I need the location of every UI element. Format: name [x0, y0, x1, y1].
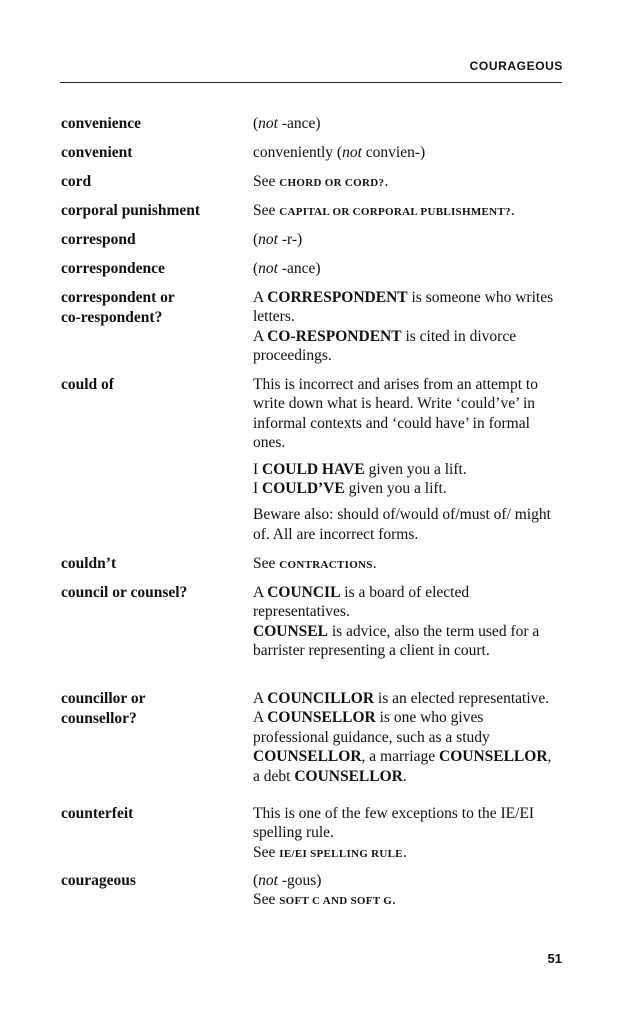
entry-term: counterfeit [61, 805, 134, 822]
entry-definition: This is incorrect and arises from an attempt to write down what is heard. Write ‘could’ve’ in informal contexts and ‘could have’ in formal ones. I COULD HAVE given you a lift. I COULD’VE given you a lift. Beware also: should of/would of/must of/ might of. All are incorrect forms. [253, 376, 551, 543]
entry-definition: (not -r-) [253, 231, 303, 248]
entry-term: corporal punishment [61, 202, 201, 219]
entry-term: courageous [61, 872, 136, 889]
entry-definition: See CAPITAL OR CORPORAL PUBLISHMENT?. [253, 202, 515, 219]
entry-term: correspondent or co-respondent? [61, 289, 175, 326]
entry-definition: (not -gous) See SOFT C AND SOFT G. [253, 872, 397, 909]
entry-term: correspondence [61, 260, 165, 277]
running-head: COURAGEOUS [469, 59, 563, 73]
entry-term: council or counsel? [61, 584, 188, 601]
entry-definition: A CORRESPONDENT is someone who writes letters. A CO-RESPONDENT is cited in divorce proceedings. [253, 289, 554, 365]
entry-definition: (not -ance) [253, 115, 321, 132]
entry-term: convenient [61, 144, 133, 161]
entry-definition: (not -ance) [253, 260, 321, 277]
cross-reference: SOFT C AND SOFT G [279, 895, 393, 908]
entry-definition: This is one of the few exceptions to the IE/EI spelling rule. See IE/EI SPELLING RULE. [253, 805, 535, 861]
entry-term: correspond [61, 231, 136, 248]
entry-term: couldn’t [61, 555, 117, 572]
cross-reference: CAPITAL OR CORPORAL PUBLISHMENT? [279, 206, 511, 218]
page-number: 51 [547, 951, 562, 966]
cross-reference: IE/EI SPELLING RULE [279, 847, 403, 860]
entry-definition: See CONTRACTIONS. [253, 555, 377, 572]
entry-term: cord [61, 173, 92, 190]
entry-definition: conveniently (not convien-) [253, 144, 426, 161]
cross-reference: CHORD OR CORD? [279, 177, 385, 189]
header-rule [60, 82, 562, 83]
entry-term: convenience [61, 115, 142, 132]
entry-definition: See CHORD OR CORD?. [253, 173, 389, 190]
entry-term: could of [61, 376, 114, 393]
entry-definition: A COUNCILLOR is an elected representative. A COUNSELLOR is one who gives professional guidance, such as a study COUNSELLOR, a marriage COUNSELLOR, a debt COUNSELLOR. [253, 690, 552, 785]
cross-reference: CONTRACTIONS [279, 559, 373, 571]
entry-term: councillor or counsellor? [61, 690, 146, 727]
entry-definition: A COUNCIL is a board of elected representatives. COUNSEL is advice, also the term used for a barrister representing a client in court. [253, 584, 540, 660]
